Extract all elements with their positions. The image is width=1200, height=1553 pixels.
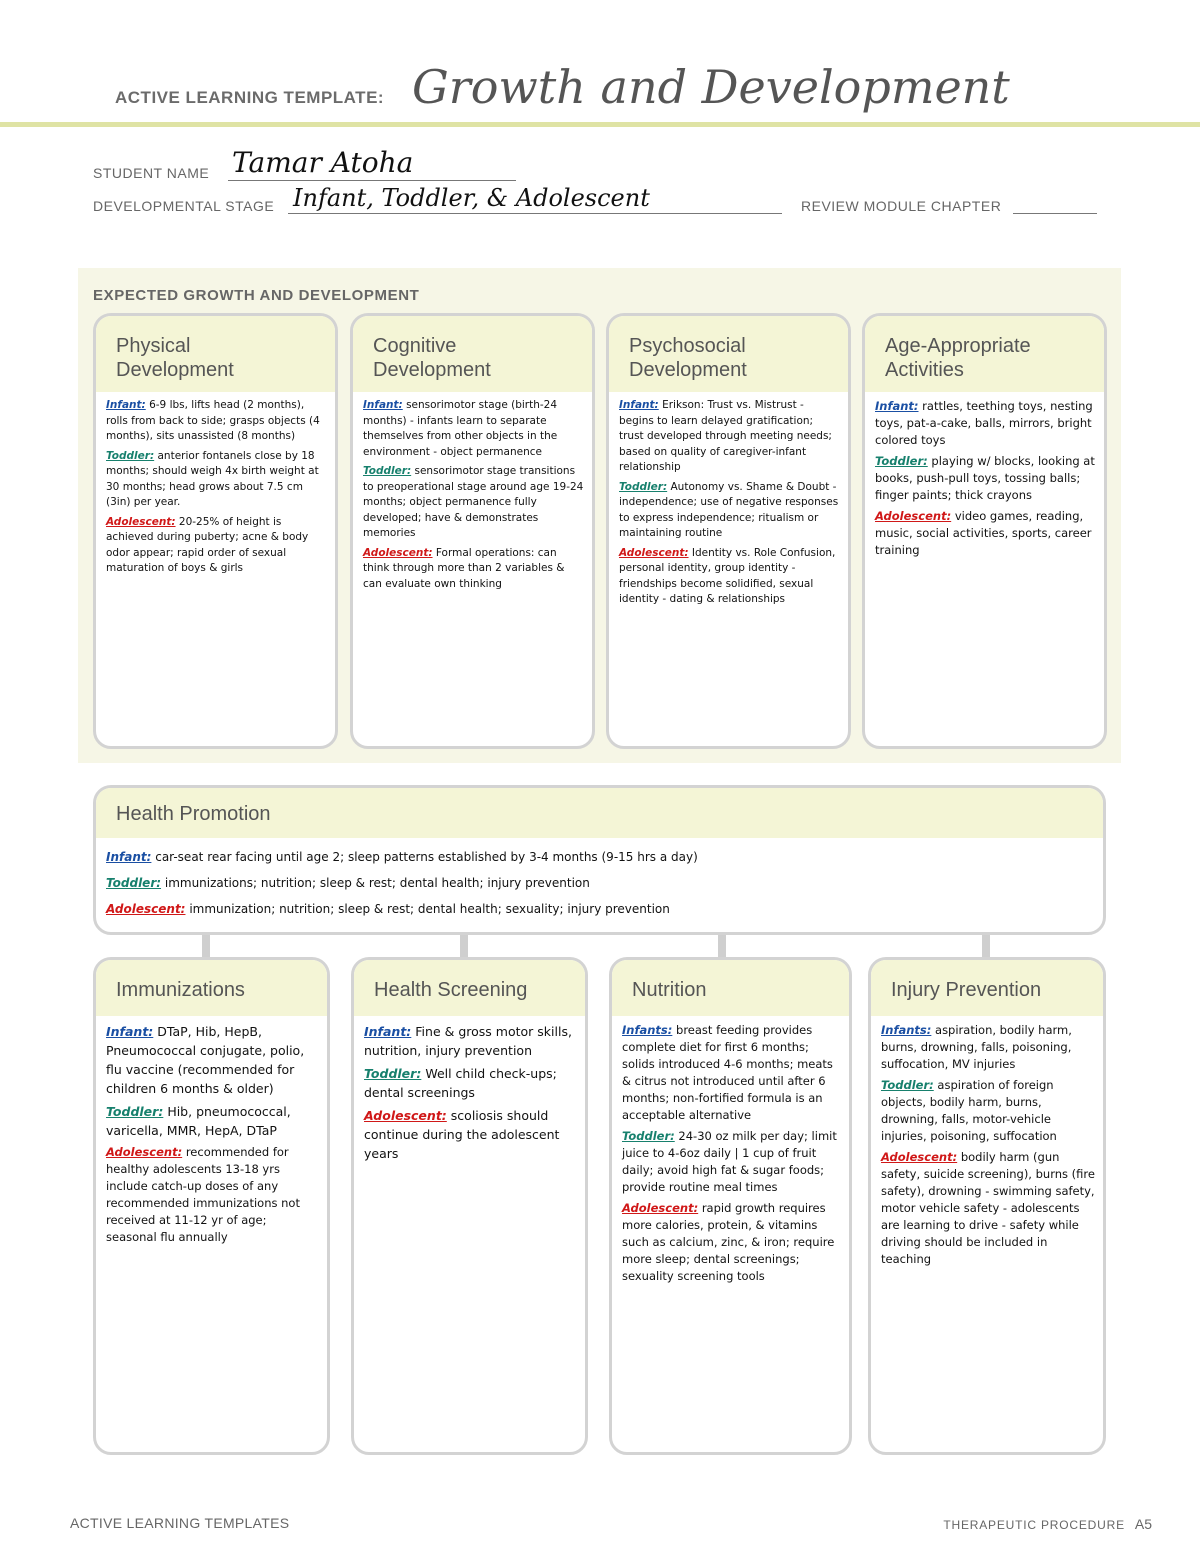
toddler-label: Toddler: (619, 480, 668, 493)
cognitive-development-card (350, 313, 595, 749)
page-number: A5 (1134, 1516, 1152, 1532)
infants-label: Infants: (622, 1023, 673, 1037)
footer-right (943, 1516, 1152, 1532)
developmental-stage-field[interactable]: Infant, Toddler, & Adolescent (293, 184, 650, 212)
injury-prevention-header: Injury Prevention (871, 960, 1103, 1016)
card-title-line1: Cognitive (373, 335, 457, 357)
footer-section: THERAPEUTIC PROCEDURE (943, 1518, 1125, 1532)
review-module-label: REVIEW MODULE CHAPTER (801, 198, 1002, 214)
infant-label: Infant: (364, 1024, 412, 1039)
cognitive-development-notes (353, 392, 592, 602)
cognitive-development-header (353, 316, 592, 392)
toddler-text: playing w/ blocks, looking at books, push-pull toys, tossing balls; finger paints; thick crayons (875, 454, 1095, 502)
toddler-label: Toddler: (364, 1066, 422, 1081)
toddler-label: Toddler: (881, 1078, 934, 1092)
toddler-note (106, 449, 327, 511)
adolescent-note (363, 546, 584, 593)
health-screening-notes (354, 1016, 585, 1173)
toddler-label: Toddler: (106, 1104, 164, 1119)
card-title-line1: Age-Appropriate (885, 335, 1031, 357)
health-promotion-notes (96, 838, 1103, 928)
adolescent-label: Adolescent: (622, 1201, 699, 1215)
student-name-line (228, 180, 516, 181)
health-promotion-card (93, 785, 1106, 935)
toddler-text: 24-30 oz milk per day; limit juice to 4-6oz daily | 1 cup of fruit daily; avoid high fat & sugar foods; provide routine meal times (622, 1129, 837, 1194)
adolescent-label: Adolescent: (364, 1108, 447, 1123)
connector (460, 935, 468, 959)
infant-note (106, 398, 327, 445)
immunizations-notes (96, 1016, 327, 1256)
age-appropriate-activities-card (862, 313, 1107, 749)
adolescent-label: Adolescent: (106, 515, 176, 528)
card-title-line1: Physical (116, 335, 191, 357)
infant-note (619, 398, 840, 476)
toddler-label: Toddler: (875, 454, 928, 468)
toddler-note (622, 1128, 841, 1196)
adolescent-label: Adolescent: (875, 509, 952, 523)
connector (202, 935, 210, 959)
footer-left: ACTIVE LEARNING TEMPLATES (70, 1515, 290, 1531)
adolescent-text: scoliosis should continue during the adolescent years (364, 1108, 560, 1161)
injury-prevention-notes (871, 1016, 1103, 1278)
toddler-note (363, 464, 584, 542)
toddler-label: Toddler: (622, 1129, 675, 1143)
toddler-note (106, 870, 1095, 896)
infant-label: Infant: (363, 399, 403, 411)
health-screening-card (351, 957, 588, 1455)
adolescent-text: bodily harm (gun safety, suicide screening), burns (fire safety), drowning - swimming safety, motor vehicle safety - adolescents are learning to drive - safety while driving should be included in teaching (881, 1150, 1095, 1266)
infant-text: Erikson: Trust vs. Mistrust - begins to learn delayed gratification; trust developed through meeting needs; based on quality of caregiver-infant relationship (619, 399, 832, 473)
infant-label: Infant: (106, 399, 146, 411)
toddler-label: Toddler: (106, 449, 155, 462)
review-module-field[interactable] (1013, 213, 1097, 214)
physical-development-notes (96, 392, 335, 587)
infant-label: Infant: (106, 1024, 154, 1039)
adolescent-text: immunization; nutrition; sleep & rest; dental health; sexuality; injury prevention (189, 902, 670, 916)
infant-text: Fine & gross motor skills, nutrition, injury prevention (364, 1024, 572, 1058)
student-name-label: STUDENT NAME (93, 165, 210, 181)
toddler-note (619, 480, 840, 542)
adolescent-label: Adolescent: (881, 1150, 958, 1164)
adolescent-note (619, 546, 840, 608)
adolescent-note (106, 1144, 319, 1246)
developmental-stage-label: DEVELOPMENTAL STAGE (93, 198, 275, 214)
toddler-text: Autonomy vs. Shame & Doubt - independence; use of negative responses to express independence; ritualism or maintaining routine (619, 480, 839, 539)
adolescent-note (875, 508, 1096, 559)
toddler-text: Well child check-ups; dental screenings (364, 1066, 557, 1100)
infant-note (106, 844, 1095, 870)
adolescent-text: 20-25% of height is achieved during puberty; acne & body odor appear; rapid order of sexual maturation of boys & girls (106, 515, 309, 574)
adolescent-text: video games, reading, music, social activities, sports, career training (875, 509, 1092, 557)
header-divider (0, 122, 1200, 127)
template-label: ACTIVE LEARNING TEMPLATE: (115, 88, 385, 107)
infants-label: Infants: (881, 1023, 932, 1037)
connector (982, 935, 990, 959)
toddler-note (106, 1102, 319, 1140)
toddler-label: Toddler: (363, 465, 412, 477)
toddler-text: immunizations; nutrition; sleep & rest; dental health; injury prevention (164, 876, 590, 890)
infant-text: DTaP, Hib, HepB, Pneumococcal conjugate, polio, flu vaccine (recommended for children 6 months & older) (106, 1024, 305, 1096)
nutrition-header: Nutrition (612, 960, 849, 1016)
infant-text: aspiration, bodily harm, burns, drowning, falls, poisoning, suffocation, MV injuries (881, 1023, 1072, 1071)
nutrition-card (609, 957, 852, 1455)
infant-note (363, 398, 584, 460)
adolescent-text: rapid growth requires more calories, protein, & vitamins such as calcium, zinc, & iron; require more sleep; dental screenings; sexuality screening tools (622, 1201, 835, 1283)
physical-development-card (93, 313, 338, 749)
card-title-line2: Development (373, 359, 491, 381)
toddler-text: sensorimotor stage transitions to preoperational stage around age 19-24 months; object permanence fully developed; have & demonstrates memories (363, 465, 584, 539)
infant-text: 6-9 lbs, lifts head (2 months), rolls from back to side; grasps objects (4 months), sits unassisted (8 months) (106, 399, 320, 442)
infant-note (622, 1022, 841, 1124)
toddler-note (875, 453, 1096, 504)
infant-label: Infant: (875, 399, 919, 413)
student-name-field[interactable]: Tamar Atoha (232, 146, 414, 179)
adolescent-label: Adolescent: (106, 1145, 183, 1159)
card-title-line1: Psychosocial (629, 335, 746, 357)
adolescent-note (622, 1200, 841, 1285)
infant-note (881, 1022, 1095, 1073)
adolescent-text: Formal operations: can think through more than 2 variables & can evaluate own thinking (363, 546, 565, 590)
card-title-line2: Development (629, 359, 747, 381)
toddler-note (881, 1077, 1095, 1145)
adolescent-note (106, 896, 1095, 922)
toddler-note (364, 1064, 577, 1102)
infant-note (364, 1022, 577, 1060)
adolescent-label: Adolescent: (619, 546, 689, 559)
page-title: Growth and Development (412, 60, 1010, 114)
infant-text: breast feeding provides complete diet for first 6 months; solids introduced 4-6 months; meats & citrus not introduced until after 6 months; non-fortified formula is an acceptable alternative (622, 1023, 833, 1122)
health-promotion-header: Health Promotion (96, 788, 1103, 838)
card-title-line2: Activities (885, 359, 964, 381)
physical-development-header (96, 316, 335, 392)
psychosocial-development-notes (609, 392, 848, 618)
connector (718, 935, 726, 959)
card-title-line2: Development (116, 359, 234, 381)
psychosocial-development-card (606, 313, 851, 749)
age-appropriate-activities-header (865, 316, 1104, 392)
adolescent-label: Adolescent: (106, 902, 186, 916)
infant-text: sensorimotor stage (birth-24 months) - infants learn to separate themselves from other objects in the environment - object permanence (363, 399, 558, 458)
expected-growth-title: EXPECTED GROWTH AND DEVELOPMENT (93, 287, 420, 304)
adolescent-note (881, 1149, 1095, 1268)
infant-label: Infant: (619, 399, 659, 411)
adolescent-label: Adolescent: (363, 546, 433, 559)
toddler-text: aspiration of foreign objects, bodily harm, burns, drowning, falls, motor-vehicle injuries, poisoning, suffocation (881, 1078, 1057, 1143)
adolescent-text: recommended for healthy adolescents 13-18 yrs include catch-up doses of any recommended immunizations not received at 11-12 yr of age; seasonal flu annually (106, 1145, 300, 1244)
toddler-text: anterior fontanels close by 18 months; should weigh 4x birth weight at 30 months; head grows about 7.5 cm (3in) per year. (106, 449, 319, 508)
health-screening-header: Health Screening (354, 960, 585, 1016)
nutrition-notes (612, 1016, 849, 1295)
adolescent-text: Identity vs. Role Confusion, personal identity, group identity - friendships become solidified, sexual identity - dating & relationships (619, 546, 836, 605)
infant-text: car-seat rear facing until age 2; sleep patterns established by 3-4 months (9-15 hrs a day) (155, 850, 698, 864)
immunizations-card (93, 957, 330, 1455)
psychosocial-development-header (609, 316, 848, 392)
toddler-label: Toddler: (106, 876, 162, 890)
injury-prevention-card (868, 957, 1106, 1455)
infant-text: rattles, teething toys, nesting toys, pat-a-cake, balls, mirrors, bright colored toys (875, 399, 1093, 447)
infant-note (106, 1022, 319, 1098)
toddler-text: Hib, pneumococcal, varicella, MMR, HepA, DTaP (106, 1104, 291, 1138)
infant-note (875, 398, 1096, 449)
age-appropriate-activities-notes (865, 392, 1104, 569)
adolescent-note (106, 515, 327, 577)
adolescent-note (364, 1106, 577, 1163)
immunizations-header: Immunizations (96, 960, 327, 1016)
developmental-stage-line (288, 213, 782, 214)
infant-label: Infant: (106, 850, 152, 864)
